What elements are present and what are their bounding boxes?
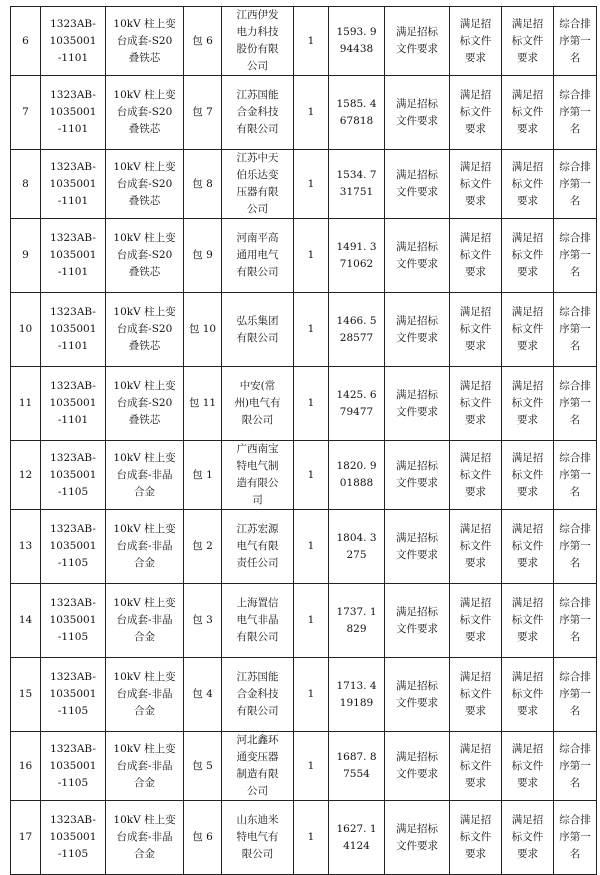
table-row [11, 7, 597, 76]
vendor-name-cell [222, 76, 294, 150]
vendor-name-cell-text: 广西南宝 特电气制 造有限公 司 [236, 443, 279, 506]
price-review-cell [502, 658, 554, 732]
vendor-name-cell [222, 510, 294, 584]
item-name-cell [106, 441, 184, 510]
price-review-cell-text: 满足招 标文件 要求 [511, 523, 544, 569]
row-number-cell-text: 8 [22, 177, 29, 190]
commercial-review-cell [385, 801, 450, 875]
bid-price-cell [329, 150, 385, 219]
quantity-cell [294, 658, 329, 732]
ranking-cell [554, 510, 597, 584]
item-name-cell-text: 10kV 柱上变 台成套-S20 叠铁芯 [113, 380, 176, 426]
bid-price-cell [329, 584, 385, 658]
package-cell [184, 510, 222, 584]
row-number-cell-text: 14 [18, 614, 33, 626]
bid-price-cell [329, 658, 385, 732]
item-name-cell [106, 7, 184, 76]
item-name-cell [106, 367, 184, 441]
commercial-review-cell [385, 732, 450, 801]
ranking-cell-text: 综合排 序第一 名 [559, 380, 591, 426]
table-row [11, 441, 597, 510]
commercial-review-cell-text: 满足招标 文件要求 [396, 605, 438, 635]
ranking-cell [554, 801, 597, 875]
material-code-cell-text: 1323AB- 1035001 -1101 [49, 89, 97, 135]
package-cell-text: 包 2 [192, 540, 213, 552]
row-number-cell-text: 12 [18, 468, 33, 481]
quantity-cell [294, 7, 329, 76]
price-review-cell [502, 293, 554, 367]
row-number-cell [11, 367, 41, 441]
ranking-cell-text: 综合排 序第一 名 [559, 523, 591, 569]
bid-price-cell-text: 1585. 4 67818 [336, 97, 377, 127]
commercial-review-cell [385, 658, 450, 732]
package-cell-text: 包 7 [192, 106, 213, 118]
vendor-name-cell [222, 658, 294, 732]
technical-review-cell [450, 7, 502, 76]
vendor-name-cell-text: 河北鑫环 通变压器 制造有限 公司 [236, 734, 279, 797]
bid-price-cell [329, 219, 385, 293]
vendor-name-cell-text: 弘乐集团 有限公司 [236, 314, 279, 344]
quantity-cell-text: 1 [307, 831, 315, 843]
vendor-name-cell [222, 584, 294, 658]
quantity-cell [294, 584, 329, 658]
quantity-cell [294, 219, 329, 293]
vendor-name-cell [222, 441, 294, 510]
item-name-cell-text: 10kV 柱上变 台成套-S20 叠铁芯 [113, 89, 176, 135]
price-review-cell-text: 满足招 标文件 要求 [511, 160, 544, 207]
ranking-cell [554, 76, 597, 150]
table-row [11, 76, 597, 150]
material-code-cell [41, 7, 106, 76]
quantity-cell-text: 1 [307, 759, 315, 772]
material-code-cell-text: 1323AB- 1035001 -1105 [49, 742, 97, 789]
bid-price-cell-text: 1627. 1 4124 [336, 822, 377, 852]
price-review-cell-text: 满足招 标文件 要求 [511, 671, 544, 717]
technical-review-cell-text: 满足招 标文件 要求 [459, 671, 492, 717]
table-row [11, 293, 597, 367]
ranking-cell [554, 219, 597, 293]
row-number-cell [11, 150, 41, 219]
bid-price-cell-text: 1534. 7 31751 [336, 169, 377, 198]
bid-price-cell [329, 367, 385, 441]
item-name-cell-text: 10kV 柱上变 台成套-非晶 合金 [113, 523, 176, 569]
commercial-review-cell [385, 219, 450, 293]
material-code-cell-text: 1323AB- 1035001 -1105 [49, 451, 97, 498]
technical-review-cell [450, 510, 502, 584]
price-review-cell [502, 150, 554, 219]
technical-review-cell [450, 801, 502, 875]
bid-price-cell-text: 1491. 3 71062 [336, 240, 377, 270]
technical-review-cell-text: 满足招 标文件 要求 [459, 451, 492, 498]
material-code-cell [41, 584, 106, 658]
technical-review-cell [450, 76, 502, 150]
material-code-cell [41, 367, 106, 441]
item-name-cell-text: 10kV 柱上变 台成套-非晶 合金 [113, 451, 176, 498]
commercial-review-cell-text: 满足招标 文件要求 [396, 26, 438, 55]
price-review-cell [502, 441, 554, 510]
technical-review-cell [450, 441, 502, 510]
item-name-cell-text: 10kV 柱上变 台成套-非晶 合金 [113, 742, 176, 789]
package-cell-text: 包 4 [192, 688, 213, 700]
bid-price-cell-text: 1687. 8 7554 [336, 751, 377, 780]
quantity-cell [294, 293, 329, 367]
price-review-cell-text: 满足招 标文件 要求 [511, 380, 544, 426]
bid-price-cell-text: 1820. 9 01888 [336, 460, 377, 489]
package-cell-text: 包 10 [188, 323, 217, 335]
material-code-cell-text: 1323AB- 1035001 -1101 [49, 232, 97, 278]
bid-price-cell-text: 1713. 4 19189 [336, 679, 377, 709]
item-name-cell [106, 76, 184, 150]
table-row [11, 732, 597, 801]
ranking-cell-text: 综合排 序第一 名 [559, 306, 591, 352]
row-number-cell-text: 16 [18, 759, 33, 772]
ranking-cell [554, 658, 597, 732]
vendor-name-cell-text: 河南平高 通用电气 有限公司 [236, 232, 279, 278]
material-code-cell [41, 801, 106, 875]
technical-review-cell [450, 219, 502, 293]
item-name-cell [106, 219, 184, 293]
technical-review-cell-text: 满足招 标文件 要求 [459, 742, 492, 789]
package-cell-text: 包 8 [192, 177, 213, 190]
price-review-cell [502, 7, 554, 76]
row-number-cell-text: 13 [18, 540, 33, 552]
commercial-review-cell [385, 7, 450, 76]
commercial-review-cell-text: 满足招标 文件要求 [396, 240, 438, 270]
technical-review-cell-text: 满足招 标文件 要求 [459, 380, 492, 426]
commercial-review-cell [385, 584, 450, 658]
package-cell-text: 包 11 [188, 397, 217, 409]
material-code-cell [41, 732, 106, 801]
package-cell-text: 包 9 [192, 249, 213, 261]
material-code-cell [41, 441, 106, 510]
bid-price-cell-text: 1737. 1 829 [336, 605, 377, 635]
row-number-cell-text: 6 [22, 34, 29, 47]
ranking-cell-text: 综合排 序第一 名 [559, 89, 591, 135]
commercial-review-cell-text: 满足招标 文件要求 [396, 460, 438, 489]
vendor-name-cell-text: 山东迪米 特电气有 限公司 [236, 814, 279, 860]
material-code-cell [41, 293, 106, 367]
bid-price-cell [329, 510, 385, 584]
item-name-cell [106, 510, 184, 584]
vendor-name-cell-text: 上海置信 电气非晶 有限公司 [236, 597, 279, 643]
quantity-cell-text: 1 [307, 688, 315, 700]
table-row [11, 510, 597, 584]
row-number-cell-text: 17 [18, 831, 33, 843]
technical-review-cell-text: 满足招 标文件 要求 [459, 232, 492, 278]
row-number-cell-text: 10 [18, 323, 33, 335]
package-cell-text: 包 3 [192, 614, 213, 626]
item-name-cell-text: 10kV 柱上变 台成套-非晶 合金 [113, 671, 176, 717]
commercial-review-cell [385, 150, 450, 219]
commercial-review-cell-text: 满足招标 文件要求 [396, 822, 438, 852]
package-cell-text: 包 6 [192, 831, 213, 843]
material-code-cell-text: 1323AB- 1035001 -1101 [49, 17, 97, 64]
package-cell [184, 293, 222, 367]
price-review-cell-text: 满足招 标文件 要求 [511, 232, 544, 278]
bid-price-cell [329, 76, 385, 150]
package-cell-text: 包 1 [192, 468, 213, 481]
table-row [11, 801, 597, 875]
ranking-cell-text: 综合排 序第一 名 [559, 160, 591, 207]
ranking-cell [554, 732, 597, 801]
commercial-review-cell-text: 满足招标 文件要求 [396, 531, 438, 561]
quantity-cell-text: 1 [307, 249, 315, 261]
table-row [11, 658, 597, 732]
price-review-cell-text: 满足招 标文件 要求 [511, 597, 544, 643]
commercial-review-cell [385, 441, 450, 510]
package-cell [184, 801, 222, 875]
price-review-cell-text: 满足招 标文件 要求 [511, 306, 544, 352]
package-cell-text: 包 5 [192, 759, 213, 772]
material-code-cell [41, 76, 106, 150]
item-name-cell [106, 584, 184, 658]
technical-review-cell-text: 满足招 标文件 要求 [459, 160, 492, 207]
price-review-cell [502, 584, 554, 658]
bid-price-cell [329, 801, 385, 875]
bid-price-cell [329, 732, 385, 801]
row-number-cell [11, 293, 41, 367]
material-code-cell [41, 658, 106, 732]
row-number-cell-text: 9 [22, 249, 29, 261]
material-code-cell [41, 219, 106, 293]
row-number-cell [11, 510, 41, 584]
vendor-name-cell [222, 150, 294, 219]
commercial-review-cell-text: 满足招标 文件要求 [396, 314, 438, 344]
package-cell-text: 包 6 [192, 34, 213, 47]
quantity-cell-text: 1 [307, 468, 315, 481]
row-number-cell [11, 658, 41, 732]
technical-review-cell [450, 732, 502, 801]
bid-price-cell-text: 1466. 5 28577 [336, 314, 377, 344]
material-code-cell-text: 1323AB- 1035001 -1105 [49, 597, 97, 643]
row-number-cell [11, 7, 41, 76]
quantity-cell [294, 367, 329, 441]
ranking-cell-text: 综合排 序第一 名 [559, 814, 591, 860]
quantity-cell [294, 732, 329, 801]
package-cell [184, 441, 222, 510]
commercial-review-cell [385, 293, 450, 367]
technical-review-cell-text: 满足招 标文件 要求 [459, 306, 492, 352]
price-review-cell [502, 801, 554, 875]
ranking-cell-text: 综合排 序第一 名 [559, 671, 591, 717]
quantity-cell [294, 801, 329, 875]
bid-price-cell-text: 1593. 9 94438 [336, 26, 377, 55]
table-row [11, 367, 597, 441]
package-cell [184, 150, 222, 219]
vendor-name-cell-text: 江西伊发 电力科技 股份有限 公司 [236, 9, 279, 72]
price-review-cell-text: 满足招 标文件 要求 [511, 17, 544, 64]
ranking-cell [554, 7, 597, 76]
bid-price-cell-text: 1804. 3 275 [336, 531, 377, 561]
item-name-cell [106, 150, 184, 219]
quantity-cell-text: 1 [307, 34, 315, 47]
vendor-name-cell-text: 江苏中天 伯乐达变 压器有限 公司 [236, 152, 279, 215]
price-review-cell-text: 满足招 标文件 要求 [511, 814, 544, 860]
item-name-cell-text: 10kV 柱上变 台成套-S20 叠铁芯 [113, 160, 176, 207]
row-number-cell-text: 15 [18, 688, 33, 700]
quantity-cell-text: 1 [307, 177, 315, 190]
bid-price-cell [329, 441, 385, 510]
material-code-cell-text: 1323AB- 1035001 -1101 [49, 380, 97, 426]
material-code-cell [41, 150, 106, 219]
bid-price-cell [329, 7, 385, 76]
table-body [11, 7, 597, 875]
table-row [11, 584, 597, 658]
quantity-cell-text: 1 [307, 397, 315, 409]
ranking-cell [554, 584, 597, 658]
vendor-name-cell [222, 367, 294, 441]
ranking-cell-text: 综合排 序第一 名 [559, 232, 591, 278]
commercial-review-cell-text: 满足招标 文件要求 [396, 97, 438, 127]
technical-review-cell [450, 367, 502, 441]
quantity-cell-text: 1 [307, 323, 315, 335]
vendor-name-cell-text: 江苏宏源 电气有限 责任公司 [236, 523, 279, 569]
package-cell [184, 584, 222, 658]
item-name-cell-text: 10kV 柱上变 台成套-非晶 合金 [113, 597, 176, 643]
item-name-cell [106, 658, 184, 732]
commercial-review-cell [385, 510, 450, 584]
table-row [11, 150, 597, 219]
row-number-cell [11, 76, 41, 150]
ranking-cell-text: 综合排 序第一 名 [559, 597, 591, 643]
row-number-cell [11, 801, 41, 875]
commercial-review-cell-text: 满足招标 文件要求 [396, 679, 438, 709]
technical-review-cell [450, 150, 502, 219]
row-number-cell [11, 584, 41, 658]
technical-review-cell-text: 满足招 标文件 要求 [459, 17, 492, 64]
technical-review-cell [450, 293, 502, 367]
material-code-cell [41, 510, 106, 584]
table-row [11, 219, 597, 293]
material-code-cell-text: 1323AB- 1035001 -1105 [49, 814, 97, 860]
row-number-cell-text: 7 [22, 106, 29, 118]
commercial-review-cell-text: 满足招标 文件要求 [396, 388, 438, 418]
material-code-cell-text: 1323AB- 1035001 -1105 [49, 671, 97, 717]
quantity-cell-text: 1 [307, 614, 315, 626]
price-review-cell [502, 510, 554, 584]
price-review-cell [502, 219, 554, 293]
row-number-cell [11, 441, 41, 510]
package-cell [184, 658, 222, 732]
technical-review-cell-text: 满足招 标文件 要求 [459, 523, 492, 569]
vendor-name-cell [222, 801, 294, 875]
bid-price-cell [329, 293, 385, 367]
row-number-cell [11, 732, 41, 801]
commercial-review-cell [385, 367, 450, 441]
ranking-cell-text: 综合排 序第一 名 [559, 742, 591, 789]
price-review-cell [502, 732, 554, 801]
item-name-cell-text: 10kV 柱上变 台成套-S20 叠铁芯 [113, 17, 176, 64]
price-review-cell-text: 满足招 标文件 要求 [511, 89, 544, 135]
quantity-cell-text: 1 [307, 106, 315, 118]
item-name-cell-text: 10kV 柱上变 台成套-S20 叠铁芯 [113, 306, 176, 352]
package-cell [184, 7, 222, 76]
ranking-cell [554, 441, 597, 510]
ranking-cell [554, 150, 597, 219]
vendor-name-cell-text: 江苏国能 合金科技 有限公司 [236, 671, 279, 717]
ranking-cell [554, 293, 597, 367]
price-review-cell [502, 76, 554, 150]
ranking-cell [554, 367, 597, 441]
commercial-review-cell-text: 满足招标 文件要求 [396, 169, 438, 198]
technical-review-cell-text: 满足招 标文件 要求 [459, 89, 492, 135]
vendor-name-cell [222, 7, 294, 76]
quantity-cell [294, 441, 329, 510]
quantity-cell [294, 76, 329, 150]
quantity-cell [294, 510, 329, 584]
bid-result-table [10, 6, 597, 875]
item-name-cell-text: 10kV 柱上变 台成套-非晶 合金 [113, 814, 176, 860]
package-cell [184, 732, 222, 801]
item-name-cell [106, 293, 184, 367]
row-number-cell-text: 11 [18, 397, 33, 409]
bid-price-cell-text: 1425. 6 79477 [336, 388, 377, 418]
ranking-cell-text: 综合排 序第一 名 [559, 451, 591, 498]
vendor-name-cell [222, 732, 294, 801]
technical-review-cell [450, 584, 502, 658]
item-name-cell-text: 10kV 柱上变 台成套-S20 叠铁芯 [113, 232, 176, 278]
package-cell [184, 76, 222, 150]
commercial-review-cell [385, 76, 450, 150]
row-number-cell [11, 219, 41, 293]
material-code-cell-text: 1323AB- 1035001 -1101 [49, 306, 97, 352]
technical-review-cell [450, 658, 502, 732]
quantity-cell [294, 150, 329, 219]
package-cell [184, 219, 222, 293]
quantity-cell-text: 1 [307, 540, 315, 552]
price-review-cell [502, 367, 554, 441]
technical-review-cell-text: 满足招 标文件 要求 [459, 814, 492, 860]
vendor-name-cell [222, 293, 294, 367]
vendor-name-cell-text: 江苏国能 合金科技 有限公司 [236, 89, 279, 135]
material-code-cell-text: 1323AB- 1035001 -1101 [49, 160, 97, 207]
price-review-cell-text: 满足招 标文件 要求 [511, 451, 544, 498]
material-code-cell-text: 1323AB- 1035001 -1105 [49, 523, 97, 569]
vendor-name-cell [222, 219, 294, 293]
price-review-cell-text: 满足招 标文件 要求 [511, 742, 544, 789]
item-name-cell [106, 732, 184, 801]
technical-review-cell-text: 满足招 标文件 要求 [459, 597, 492, 643]
item-name-cell [106, 801, 184, 875]
commercial-review-cell-text: 满足招标 文件要求 [396, 751, 438, 780]
package-cell [184, 367, 222, 441]
ranking-cell-text: 综合排 序第一 名 [559, 17, 591, 64]
vendor-name-cell-text: 中安(常 州)电气有 限公司 [234, 380, 281, 426]
